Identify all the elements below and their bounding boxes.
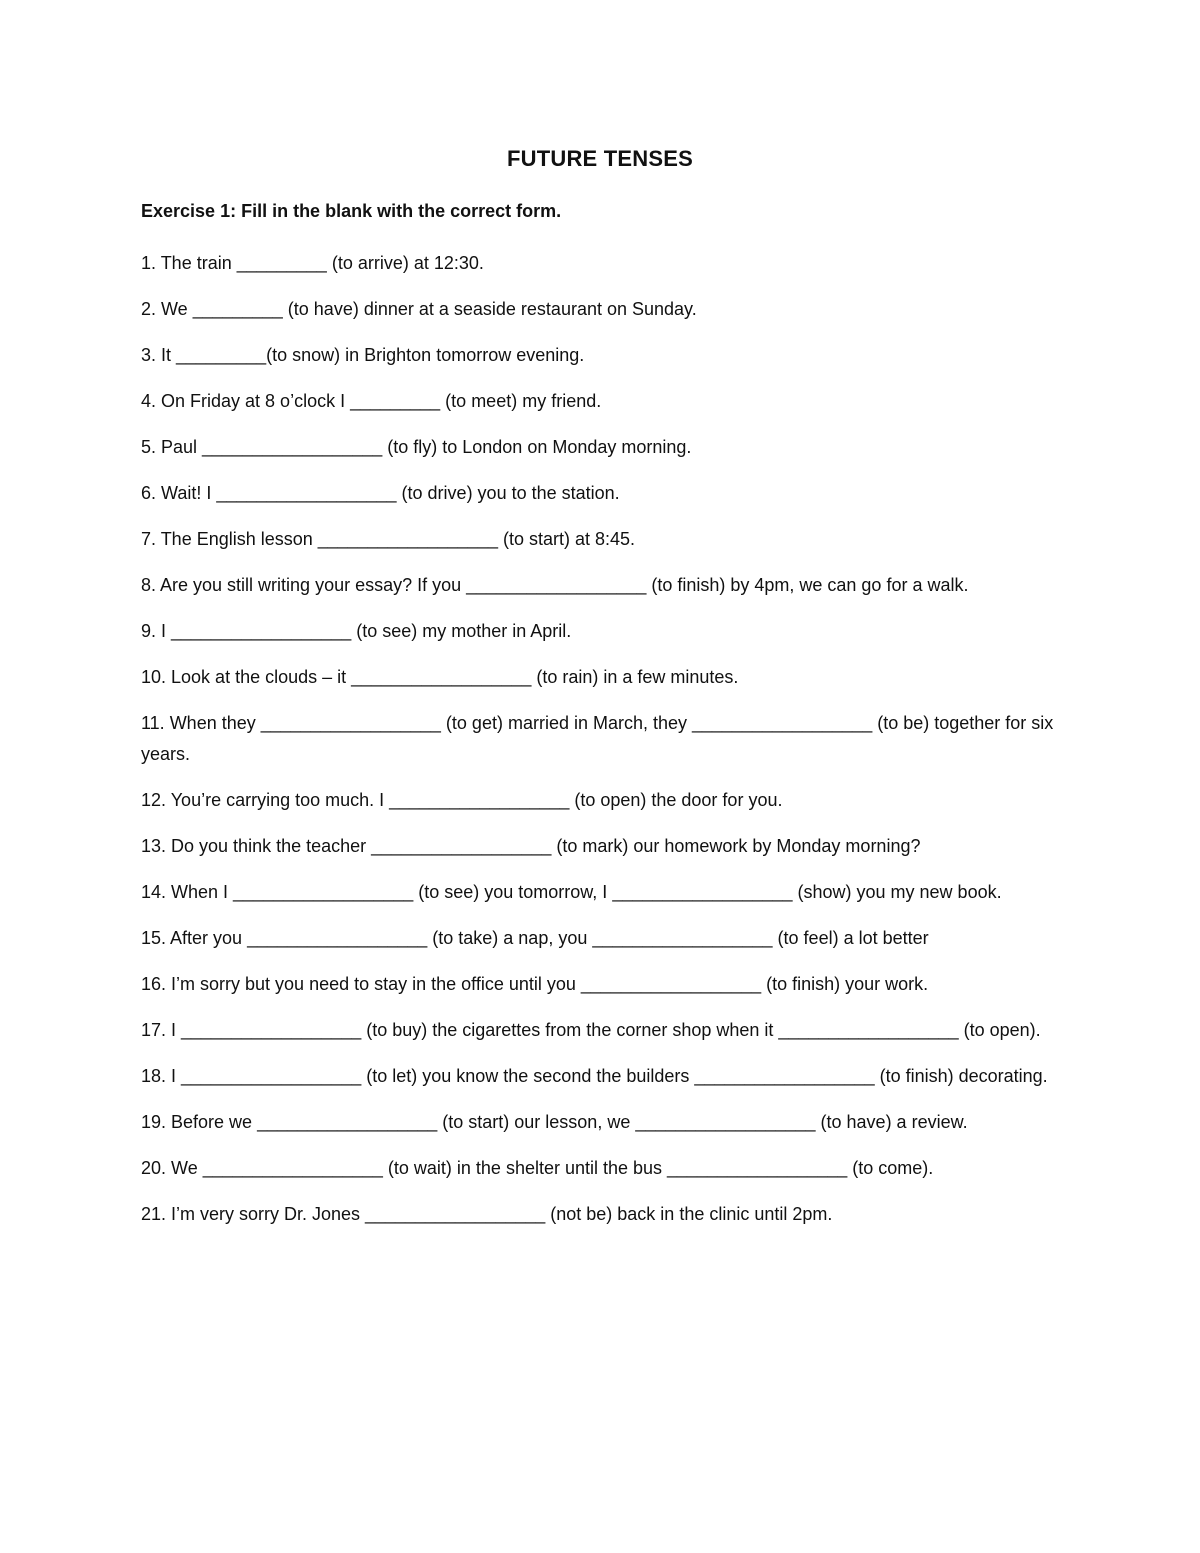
- exercise-item: 2. We _________ (to have) dinner at a seaside restaurant on Sunday.: [141, 299, 697, 319]
- exercise-item: 14. When I __________________ (to see) you tomorrow, I __________________ (show) you my new book.: [141, 881, 1002, 902]
- exercise-item: 15. After you __________________ (to take) a nap, you __________________ (to feel) a lot better: [141, 927, 929, 948]
- exercise-item: 19. Before we __________________ (to start) our lesson, we __________________ (to have) a review.: [141, 1111, 968, 1132]
- exercise-item: 6. Wait! I __________________ (to drive) you to the station.: [141, 483, 620, 503]
- exercise-item: 8. Are you still writing your essay? If you __________________ (to finish) by 4pm, we can go for a walk.: [141, 575, 969, 595]
- exercise-list: [141, 248, 1056, 1245]
- exercise-item: 11. When they __________________ (to get) married in March, they __________________ (to be) together for six years.: [141, 713, 1054, 764]
- exercise-item: 9. I __________________ (to see) my mother in April.: [141, 621, 572, 641]
- exercise-item: 7. The English lesson __________________ (to start) at 8:45.: [141, 529, 636, 549]
- exercise-item: 10. Look at the clouds – it __________________ (to rain) in a few minutes.: [141, 667, 739, 687]
- exercise-item: 13. Do you think the teacher __________________ (to mark) our homework by Monday morning?: [141, 835, 921, 856]
- exercise-item: 3. It _________(to snow) in Brighton tomorrow evening.: [141, 345, 585, 365]
- exercise-item: 20. We __________________ (to wait) in the shelter until the bus __________________ (to come).: [141, 1157, 934, 1178]
- exercise-item: 1. The train _________ (to arrive) at 12:30.: [141, 253, 484, 273]
- exercise-heading: Exercise 1: Fill in the blank with the correct form.: [141, 201, 562, 221]
- exercise-item: 5. Paul __________________ (to fly) to London on Monday morning.: [141, 437, 692, 457]
- exercise-item: 4. On Friday at 8 o’clock I _________ (to meet) my friend.: [141, 391, 602, 411]
- exercise-item: 17. I __________________ (to buy) the cigarettes from the corner shop when it __________________ (to open).: [141, 1019, 1041, 1040]
- exercise-item: 12. You’re carrying too much. I __________________ (to open) the door for you.: [141, 789, 783, 810]
- exercise-item: 16. I’m sorry but you need to stay in the office until you __________________ (to finish) your work.: [141, 973, 929, 994]
- exercise-item: 21. I’m very sorry Dr. Jones __________________ (not be) back in the clinic until 2pm.: [141, 1203, 833, 1224]
- page-title: FUTURE TENSES: [507, 146, 693, 171]
- exercise-item: 18. I __________________ (to let) you know the second the builders __________________ (to finish) decorating.: [141, 1065, 1048, 1086]
